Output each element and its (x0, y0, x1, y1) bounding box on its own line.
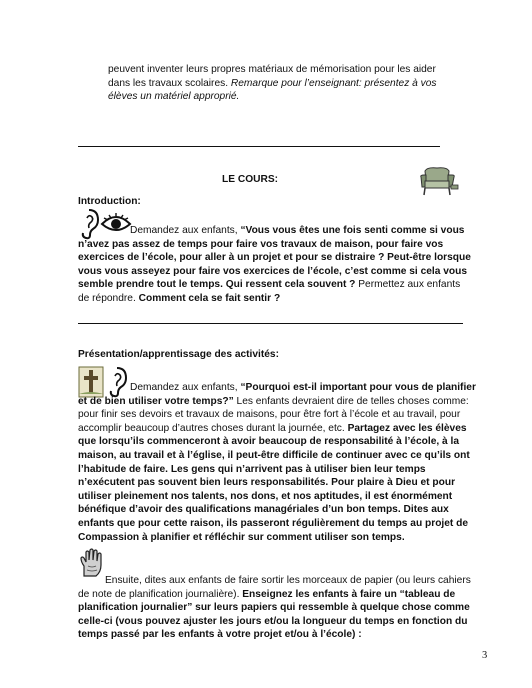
horizontal-rule (78, 323, 463, 324)
introduction-block (78, 224, 473, 306)
horizontal-rule (78, 146, 440, 147)
introduction-lead: Demandez aux enfants, (130, 225, 238, 236)
introduction-heading: Introduction: (78, 196, 141, 207)
presentation-question: “Pourquoi est-il important pour vous de planifier et de bien utiliser votre temps?” (78, 382, 476, 407)
activity-instruction: Ensuite, dites aux enfants de faire sortir les morceaux de papier (ou leurs cahiers de note de planification journalière). (78, 575, 471, 600)
teacher-remark: Remarque pour l’enseignant: présentez à vos élèves un matériel approprié. (108, 77, 437, 103)
section-title: LE COURS: (222, 174, 279, 185)
introduction-question: “Vous vous êtes une fois senti comme si vous n’avez pas assez de temps pour faire vos travaux de maison, pour faire vos exercices de l’école, pour aller à un projet et pour se distraire ? Peut-être lorsque vous vous asseyez pour faire vos exercices de l’école, c’est comme si cela vous semble prendre tout le temps. Qui ressent cela souvent ? (78, 225, 471, 291)
activity-block (78, 574, 480, 642)
presentation-lead: Demandez aux enfants, (130, 382, 238, 393)
page-number: 3 (482, 650, 488, 661)
introduction-follow-question: Comment cela se fait sentir ? (138, 292, 281, 304)
presentation-block (78, 381, 480, 544)
introduction-follow: Permettez aux enfants de répondre. (78, 279, 461, 304)
top-paragraph-text: peuvent inventer leurs propres matériaux de mémorisation pour les aider dans les travaux scolaires. (108, 64, 436, 89)
armchair-icon (417, 165, 459, 197)
top-paragraph (108, 63, 438, 104)
presentation-explanation: Partagez avec les élèves que lorsqu’ils commenceront à avoir beaucoup de responsabilité à l’école, à la maison, au travail et à l’église, il peut-être difficile de continuer avec ce qu’ils ont l’habitude de faire. Les gens qui n’arrivent pas à utiliser bien leur temps n’exécutent pas souvent bien leurs responsabilités. Pour plaire à Dieu et pour utiliser pleinement nos talents, nos dons, et nos aptitudes, il est énormément bénéfique d’avoir des qualifications managériales d’un bon temps. Dites aux enfants que pour cette raison, ils passeront régulièrement du temps au projet de Compassion à planifier et réfléchir sur comment utiliser son temps. (78, 422, 470, 543)
activity-teach: Enseignez les enfants à faire un “tableau de planification journalier” sur leurs papiers qui ressemble à quelque chose comme celle-ci (vous pouvez ajuster les jours et/ou la longueur du temps en fonction du temps passé par les enfants à votre projet et/ou à l’école) : (78, 588, 470, 641)
presentation-heading: Présentation/apprentissage des activités: (78, 349, 279, 360)
presentation-answer: Les enfants devraient dire de telles choses comme: pour finir ses devoirs et travaux de maisons, pour être fort à l’école et au travail, pour accomplir beaucoup d’autres choses durant la journée, etc. (78, 395, 469, 434)
